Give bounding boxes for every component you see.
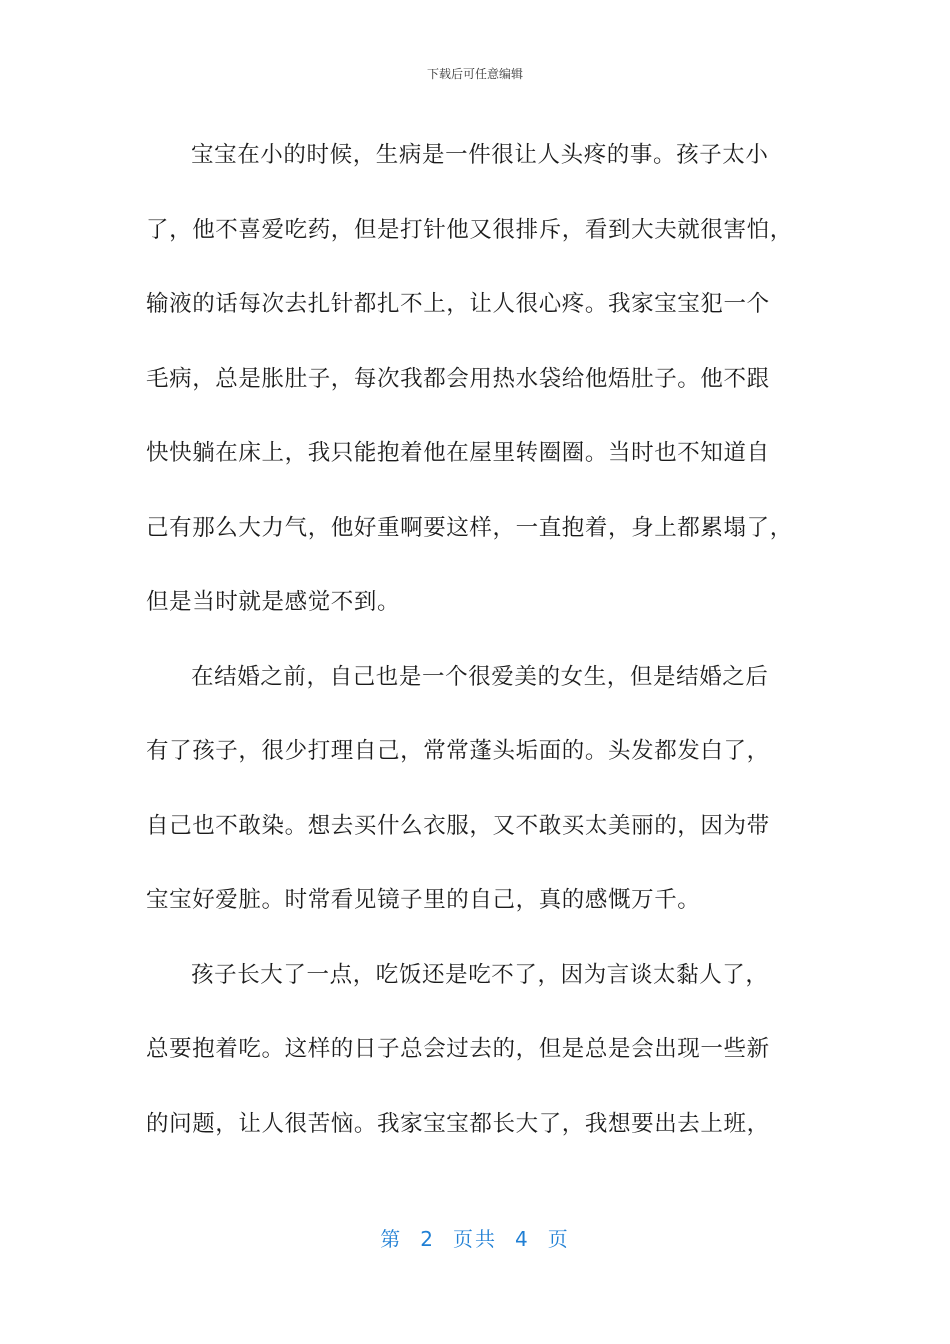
text-line: 孩子长大了一点，吃饭还是吃不了，因为言谈太黏人了， bbox=[191, 961, 769, 988]
page-header bbox=[0, 66, 950, 82]
text-line: 己有那么大力气，他好重啊要这样，一直抱着，身上都累塌了， bbox=[146, 514, 793, 541]
text-line: 输液的话每次去扎针都扎不上，让人很心疼。我家宝宝犯一个 bbox=[146, 291, 770, 317]
paragraph bbox=[146, 938, 806, 1162]
header-text: 下载后可任意编辑 bbox=[426, 67, 523, 81]
page-prefix: 第 bbox=[380, 1227, 403, 1251]
current-page-number: 2 bbox=[420, 1227, 435, 1251]
text-line: 的问题，让人很苦恼。我家宝宝都长大了，我想要出去上班， bbox=[146, 1110, 770, 1137]
text-line: 但是当时就是感觉不到。 bbox=[146, 589, 401, 615]
text-line: 了，他不喜爱吃药，但是打针他又很排斥，看到大夫就很害怕， bbox=[146, 216, 793, 243]
paragraph bbox=[146, 118, 806, 640]
paragraph bbox=[146, 640, 806, 938]
text-line: 在结婚之前，自己也是一个很爱美的女生，但是结婚之后 bbox=[191, 663, 769, 690]
document-body bbox=[146, 118, 806, 1161]
page-footer bbox=[0, 1226, 950, 1252]
text-line: 快快躺在床上，我只能抱着他在屋里转圈圈。当时也不知道自 bbox=[146, 440, 770, 466]
text-line: 宝宝好爱脏。时常看见镜子里的自己，真的感慨万千。 bbox=[146, 887, 701, 913]
text-line: 有了孩子，很少打理自己，常常蓬头垢面的。头发都发白了， bbox=[146, 738, 770, 764]
page-middle: 页共 bbox=[453, 1227, 497, 1251]
text-line: 毛病，总是胀肚子，每次我都会用热水袋给他焐肚子。他不跟 bbox=[146, 365, 770, 392]
total-pages-number: 4 bbox=[515, 1227, 530, 1251]
text-line: 宝宝在小的时候，生病是一件很让人头疼的事。孩子太小 bbox=[191, 142, 769, 168]
text-line: 总要抱着吃。这样的日子总会过去的，但是总是会出现一些新 bbox=[146, 1036, 770, 1062]
text-line: 自己也不敢染。想去买什么衣服，又不敢买太美丽的，因为带 bbox=[146, 812, 770, 839]
page-suffix: 页 bbox=[547, 1227, 570, 1251]
